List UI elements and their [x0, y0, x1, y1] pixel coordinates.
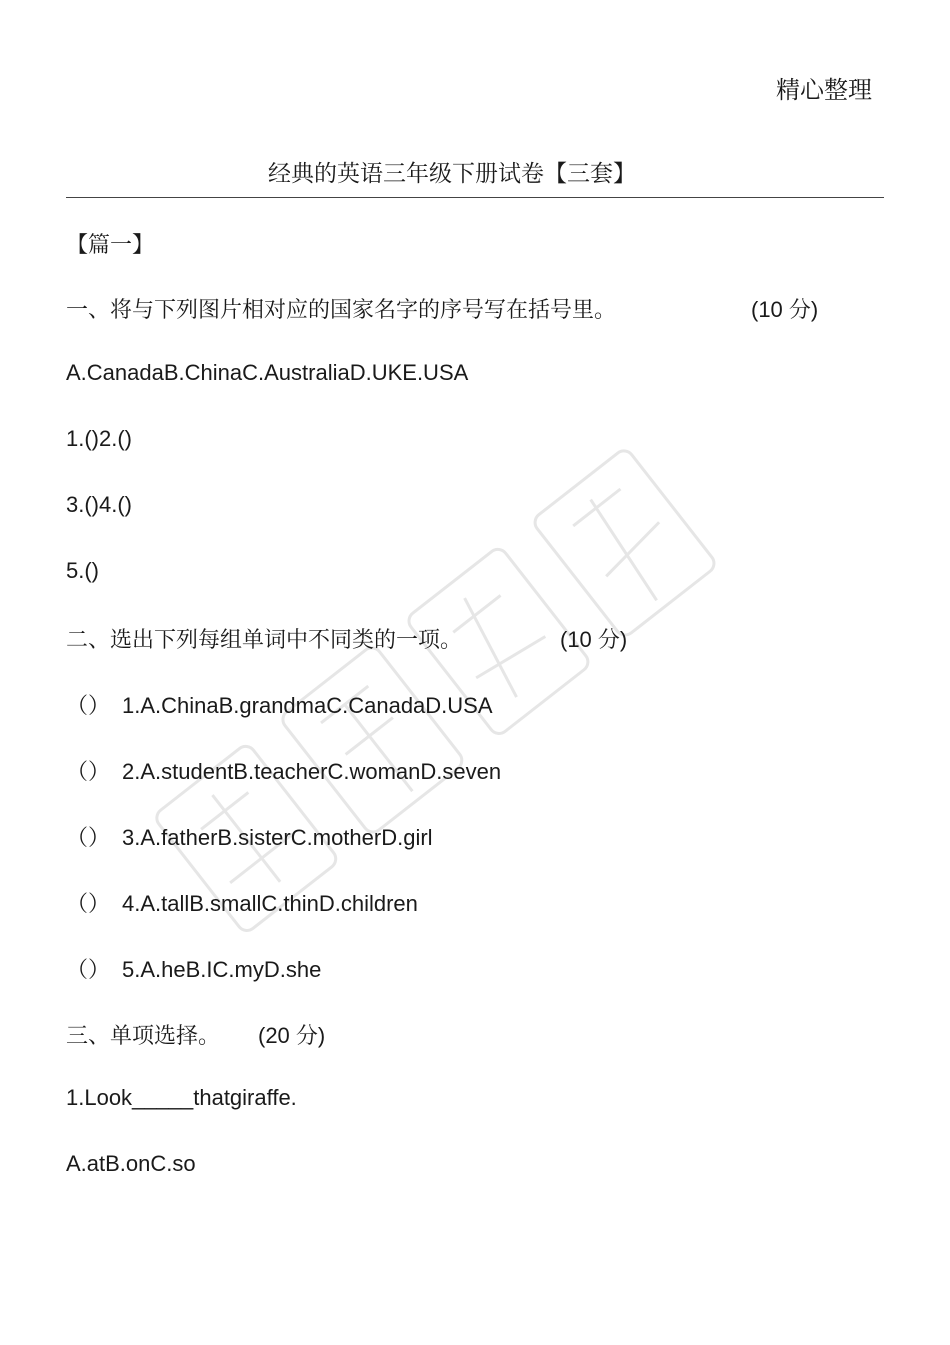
- section3-heading-row: [66, 1019, 326, 1050]
- title-divider: [66, 197, 884, 198]
- section1-heading: 一、将与下列图片相对应的国家名字的序号写在括号里。: [66, 298, 617, 323]
- section2-item: [66, 689, 493, 720]
- section3-question-1: 1.Look_____thatgiraffe.: [66, 1085, 297, 1110]
- section3-score: (20 分): [258, 1023, 326, 1048]
- section2-item-text: 4.A.tallB.smallC.thinD.children: [122, 891, 418, 916]
- set-label: 【篇一】: [66, 233, 155, 258]
- section2-item: [66, 953, 321, 984]
- header-note: 精心整理: [776, 76, 872, 104]
- section2-item: [66, 887, 418, 918]
- section2-score: (10 分): [560, 627, 628, 652]
- section2-item: [66, 755, 501, 786]
- section3-question-1-options: A.atB.onC.so: [66, 1151, 196, 1176]
- section1-blank-2: 3.()4.(): [66, 492, 132, 517]
- answer-paren: （）: [66, 958, 111, 983]
- section1-blank-3: 5.(): [66, 558, 99, 583]
- section2-item-text: 1.A.ChinaB.grandmaC.CanadaD.USA: [122, 693, 493, 718]
- section2-item: [66, 821, 433, 852]
- section2-heading-row: [66, 623, 628, 654]
- section2-item-text: 5.A.heB.IC.myD.she: [122, 957, 322, 982]
- section1-options: A.CanadaB.ChinaC.AustraliaD.UKE.USA: [66, 360, 469, 385]
- section2-item-text: 3.A.fatherB.sisterC.motherD.girl: [122, 825, 433, 850]
- section1-blank-1: 1.()2.(): [66, 426, 132, 451]
- section1-score: (10 分): [751, 297, 819, 322]
- answer-paren: （）: [66, 892, 111, 917]
- answer-paren: （）: [66, 826, 111, 851]
- section3-heading: 三、单项选择。: [66, 1024, 221, 1049]
- answer-paren: （）: [66, 694, 111, 719]
- answer-paren: （）: [66, 760, 111, 785]
- document-title: 经典的英语三年级下册试卷【三套】: [268, 161, 636, 187]
- section2-heading: 二、选出下列每组单词中不同类的一项。: [66, 628, 463, 653]
- section1-heading-row: [66, 293, 819, 324]
- section2-item-text: 2.A.studentB.teacherC.womanD.seven: [122, 759, 502, 784]
